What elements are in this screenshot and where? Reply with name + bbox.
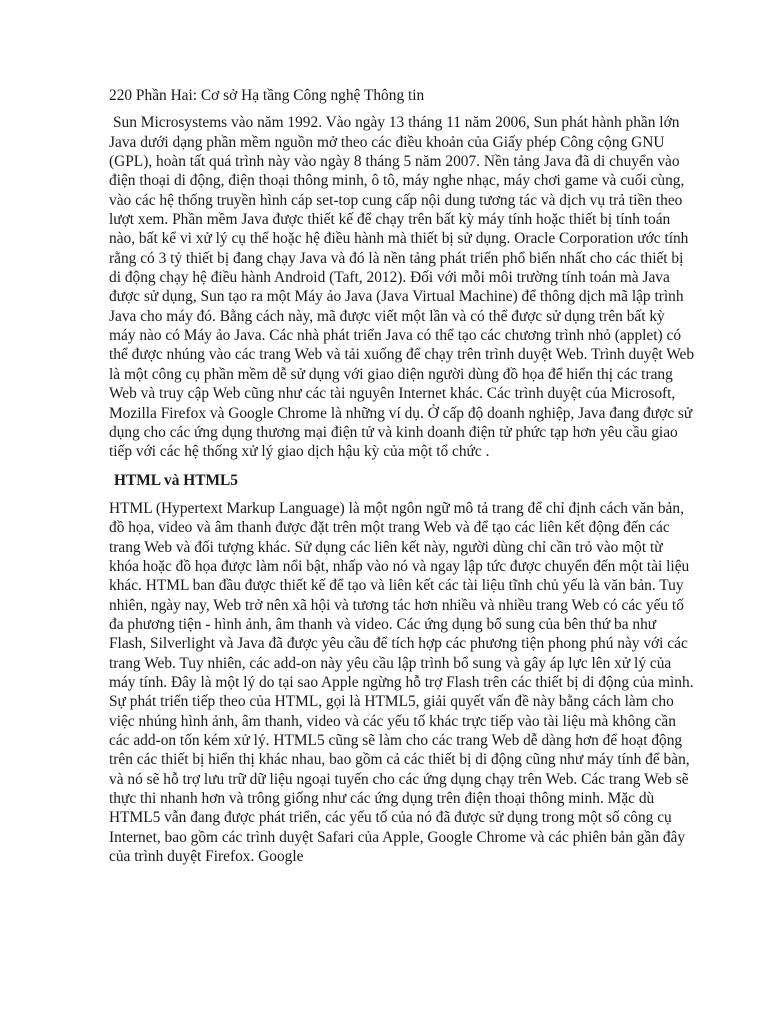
section-heading-html: HTML và HTML5 [114, 471, 238, 489]
running-header: 220 Phần Hai: Cơ sở Hạ tầng Công nghệ Thông tin [109, 87, 425, 104]
java-paragraph: Sun Microsystems vào năm 1992. Vào ngày 13 tháng 11 năm 2006, Sun phát hành phần lớn Java dưới dạng phần mềm nguồn mở theo các điều khoản của Giấy phép Công cộng GNU (GPL), hoàn tất quá trình này vào ngày 8 tháng 5 năm 2007. Nền tảng Java đã di chuyển vào điện thoại di động, điện thoại thông minh, ô tô, máy nghe nhạc, máy chơi game và cuối cùng, vào các hệ thống truyền hình cáp set-top cung cấp nội dung tương tác và dịch vụ trả tiền theo lượt xem. Phần mềm Java được thiết kế để chạy trên bất kỳ máy tính hoặc thiết bị tính toán nào, bất kể vi xử lý cụ thể hoặc hệ điều hành mà thiết bị sử dụng. Oracle Corporation ước tính rằng có 3 tỷ thiết bị đang chạy Java và đó là nền tảng phát triển phổ biến nhất cho các thiết bị di động chạy hệ điều hành Android (Taft, 2012). Đối với mỗi môi trường tính toán mà Java được sử dụng, Sun tạo ra một Máy ảo Java (Java Virtual Machine) để thông dịch mã lập trình Java cho máy đó. Bằng cách này, mã được viết một lần và có thể được sử dụng trên bất kỳ máy nào có Máy ảo Java. Các nhà phát triển Java có thể tạo các chương trình nhỏ (applet) có thể được nhúng vào các trang Web và tải xuống để chạy trên trình duyệt Web. Trình duyệt Web là một công cụ phần mềm dễ sử dụng với giao diện người dùng đồ họa để hiển thị các trang Web và truy cập Web cũng như các tài nguyên Internet khác. Các trình duyệt của Microsoft, Mozilla Firefox và Google Chrome là những ví dụ. Ở cấp độ doanh nghiệp, Java đang được sử dụng cho các ứng dụng thương mại điện tử và kinh doanh điện tử phức tạp hơn yêu cầu giao tiếp với các hệ thống xử lý giao dịch hậu kỳ của một tổ chức . [109, 114, 695, 461]
document-page [109, 86, 695, 866]
html-paragraph: HTML (Hypertext Markup Language) là một ngôn ngữ mô tả trang để chỉ định cách văn bản, đồ họa, video và âm thanh được đặt trên một trang Web và để tạo các liên kết động đến các trang Web và đối tượng khác. Sử dụng các liên kết này, người dùng chỉ cần trỏ vào một từ khóa hoặc đồ họa được làm nổi bật, nhấp vào nó và ngay lập tức được chuyển đến một tài liệu khác. HTML ban đầu được thiết kế để tạo và liên kết các tài liệu tĩnh chủ yếu là văn bản. Tuy nhiên, ngày nay, Web trở nên xã hội và tương tác hơn nhiều và nhiều trang Web có các yếu tố đa phương tiện - hình ảnh, âm thanh và video. Các ứng dụng bổ sung của bên thứ ba như Flash, Silverlight và Java đã được yêu cầu để tích hợp các phương tiện phong phú này với các trang Web. Tuy nhiên, các add-on này yêu cầu lập trình bổ sung và gây áp lực lên xử lý của máy tính. Đây là một lý do tại sao Apple ngừng hỗ trợ Flash trên các thiết bị di động của mình. Sự phát triển tiếp theo của HTML, gọi là HTML5, giải quyết vấn đề này bằng cách làm cho việc nhúng hình ảnh, âm thanh, video và các yếu tố khác trực tiếp vào tài liệu mà không cần các add-on tốn kém xử lý. HTML5 cũng sẽ làm cho các trang Web dễ dàng hơn để hoạt động trên các thiết bị hiển thị khác nhau, bao gồm cả các thiết bị di động cũng như máy tính để bàn, và nó sẽ hỗ trợ lưu trữ dữ liệu ngoại tuyến cho các ứng dụng chạy trên Web. Các trang Web sẽ thực thi nhanh hơn và trông giống như các ứng dụng trên điện thoại thông minh. Mặc dù HTML5 vẫn đang được phát triển, các yếu tố của nó đã được sử dụng trong một số công cụ Internet, bao gồm các trình duyệt Safari của Apple, Google Chrome và các phiên bản gần đây của trình duyệt Firefox. Google [109, 499, 694, 866]
